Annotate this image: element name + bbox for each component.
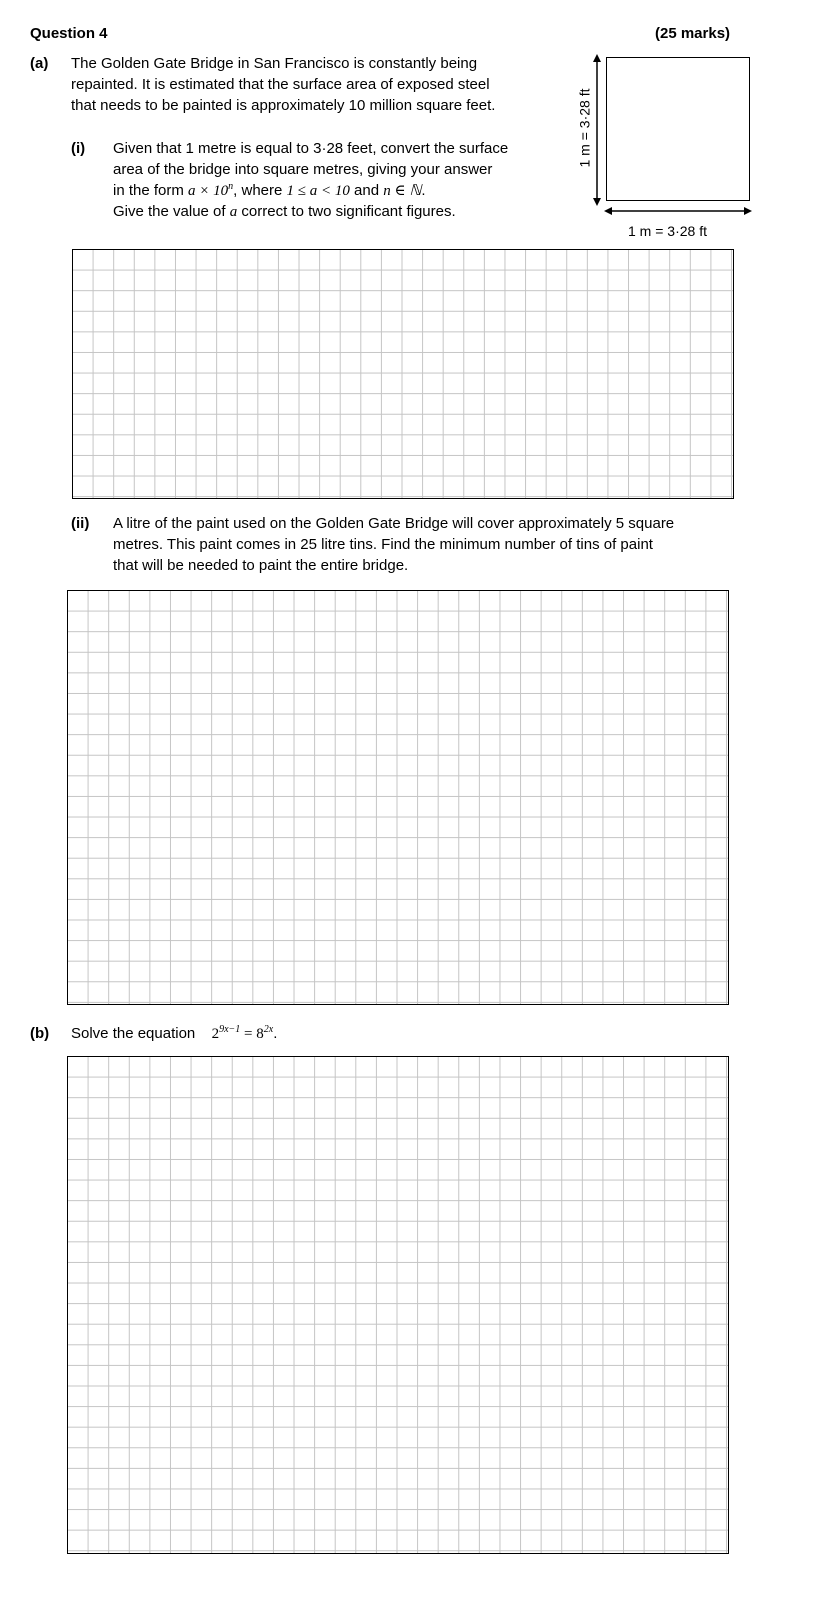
- math-a: a: [229, 204, 238, 220]
- math-exponent-n: n: [228, 181, 234, 192]
- part-i-line-3-and: and: [349, 182, 384, 199]
- part-i-line-3-where: , where: [233, 182, 287, 199]
- math-n-natural: n ∈ ℕ: [383, 183, 422, 199]
- part-i-line-4-post: correct to two significant figures.: [237, 203, 456, 220]
- part-a-line-3: that needs to be painted is approximately 10 million square feet.: [71, 97, 496, 114]
- part-ii-line-3: that will be needed to paint the entire bridge.: [113, 557, 409, 574]
- square-diagram: [606, 57, 750, 201]
- part-i-line-4: [113, 201, 456, 223]
- vertical-dimension-label: 1 m = 3·28 ft: [576, 88, 593, 168]
- part-b-text: Solve the equation: [71, 1025, 196, 1042]
- marks-label: (25 marks): [655, 25, 731, 42]
- part-i-label: (i): [71, 140, 86, 157]
- equation-equals: =: [240, 1026, 257, 1042]
- math-a-range: 1 ≤ a < 10: [286, 183, 350, 199]
- question-title: Question 4: [30, 25, 108, 42]
- part-ii-label: (ii): [71, 515, 90, 532]
- part-i-line-1: Given that 1 metre is equal to 3·28 feet, convert the surface: [113, 140, 509, 157]
- equation-exponent-2x: 2x: [263, 1024, 274, 1035]
- part-i-line-4-text: Give the value of: [113, 203, 230, 220]
- horizontal-dimension-label: 1 m = 3·28 ft: [628, 223, 707, 239]
- equation-base-8: 8: [256, 1026, 264, 1042]
- equation-exponent-9x-1: 9x−1: [219, 1024, 241, 1035]
- part-ii-line-2: metres. This paint comes in 25 litre tins. Find the minimum number of tins of paint: [113, 536, 653, 553]
- part-a-label: (a): [30, 55, 49, 72]
- part-a-line-1: The Golden Gate Bridge in San Francisco is constantly being: [71, 55, 478, 72]
- answer-grid-part-ii[interactable]: [67, 590, 729, 1005]
- part-i-line-2: area of the bridge into square metres, giving your answer: [113, 161, 493, 178]
- part-b-label: (b): [30, 1025, 50, 1042]
- horizontal-dimension-arrow: [602, 203, 754, 219]
- equation-base-2: 2: [211, 1026, 220, 1042]
- part-i-line-3-text: in the form: [113, 182, 189, 199]
- part-i-line-3: [113, 180, 426, 202]
- answer-grid-part-i[interactable]: [72, 249, 734, 499]
- part-i-line-3-end: .: [421, 182, 426, 199]
- part-a-line-2: repainted. It is estimated that the surface area of exposed steel: [71, 76, 490, 93]
- answer-grid-part-b[interactable]: [67, 1056, 729, 1554]
- math-a-times-10: a × 10: [188, 183, 229, 199]
- part-ii-line-1: A litre of the paint used on the Golden Gate Bridge will cover approximately 5 square: [113, 515, 675, 532]
- equation-end: .: [273, 1025, 278, 1042]
- part-b-question: [71, 1023, 277, 1045]
